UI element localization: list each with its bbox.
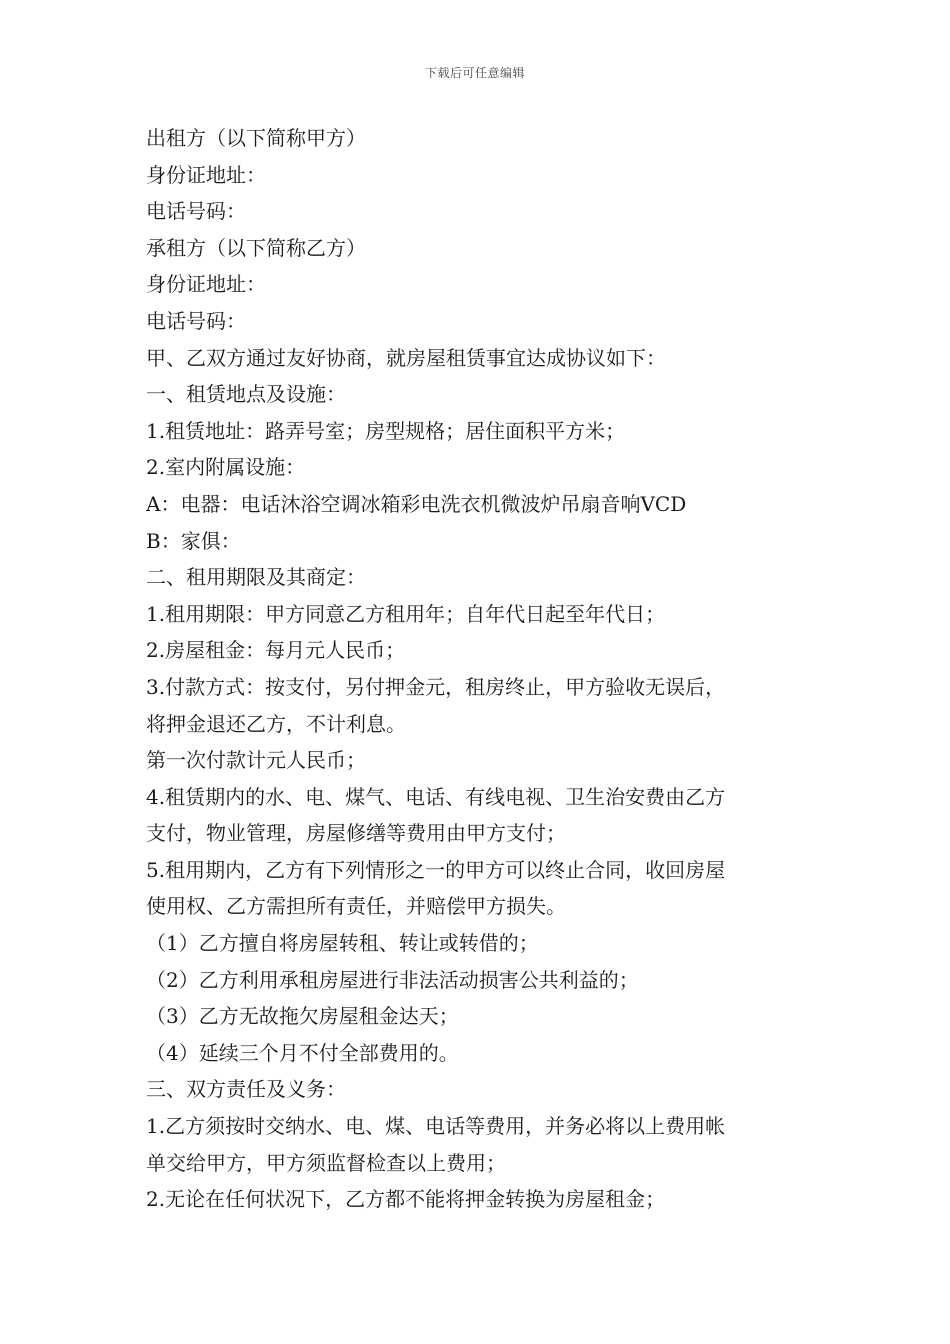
section-heading: 一、租赁地点及设施：: [146, 382, 346, 407]
text-line: 2.室内附属设施：: [146, 455, 306, 480]
text-line: 使用权、乙方需担所有责任，并赔偿甲方损失。: [146, 894, 566, 919]
text-line: 3.付款方式：按支付，另付押金元，租房终止，甲方验收无误后，: [146, 674, 726, 699]
header-note: 下载后可任意编辑: [424, 66, 525, 80]
text-line: 承租方（以下简称乙方）: [146, 235, 366, 260]
text-line: 1.租用期限：甲方同意乙方租用年；自年代日起至年代日；: [146, 601, 666, 626]
list-item: （1）乙方擅自将房屋转租、转让或转借的；: [146, 931, 539, 956]
text-line: 出租方（以下简称甲方）: [146, 126, 366, 150]
text-line: 身份证地址：: [146, 272, 266, 297]
text-line: 第一次付款计元人民币；: [146, 748, 366, 773]
list-item: （4）延续三个月不付全部费用的。: [146, 1040, 459, 1065]
list-item: （2）乙方利用承租房屋进行非法活动损害公共利益的；: [146, 967, 639, 992]
text-line: 电话号码：: [146, 308, 246, 333]
text-line: 1.租赁地址：路弄号室；房型规格；居住面积平方米；: [146, 418, 626, 443]
list-item: （3）乙方无故拖欠房屋租金达天；: [146, 1004, 459, 1029]
text-line: 单交给甲方，甲方须监督检查以上费用；: [146, 1150, 506, 1175]
section-heading: 二、租用期限及其商定：: [146, 565, 366, 590]
section-heading: 三、双方责任及义务：: [146, 1077, 346, 1102]
text-line: B：家俱：: [146, 528, 241, 553]
text-line: 支付，物业管理，房屋修缮等费用由甲方支付；: [146, 821, 566, 846]
text-line: 身份证地址：: [146, 162, 266, 187]
text-line: 甲、乙双方通过友好协商，就房屋租赁事宜达成协议如下：: [146, 345, 666, 370]
text-line: 1.乙方须按时交纳水、电、煤、电话等费用，并务必将以上费用帐: [146, 1114, 726, 1139]
document-body: [146, 120, 816, 1218]
text-line: 电话号码：: [146, 199, 246, 224]
text-line: 4.租赁期内的水、电、煤气、电话、有线电视、卫生治安费由乙方: [146, 784, 726, 809]
text-line: 2.房屋租金：每月元人民币；: [146, 638, 406, 663]
text-line: 5.租用期内，乙方有下列情形之一的甲方可以终止合同，收回房屋: [146, 857, 726, 882]
text-line: A：电器：电话沐浴空调冰箱彩电洗衣机微波炉吊扇音响VCD: [146, 491, 687, 516]
text-line: 2.无论在任何状况下，乙方都不能将押金转换为房屋租金；: [146, 1187, 666, 1212]
text-line: 将押金退还乙方，不计利息。: [146, 711, 406, 736]
